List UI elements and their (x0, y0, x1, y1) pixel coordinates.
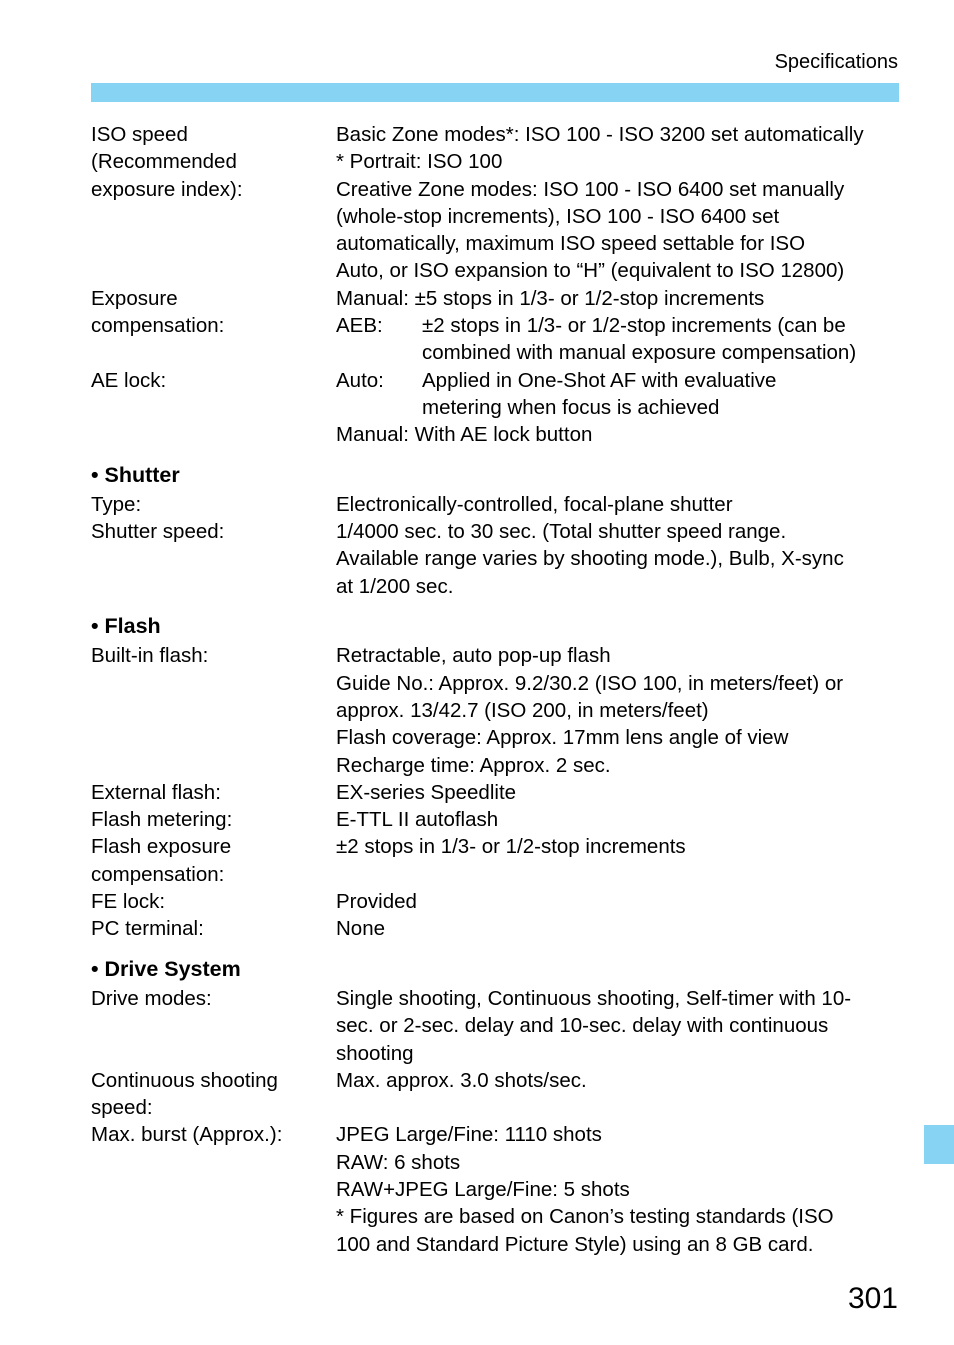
spec-row-shutter-type (91, 491, 911, 518)
spec-term: Flash metering: (91, 808, 233, 832)
spec-term: FE lock: (91, 890, 166, 914)
spec-term: Flash exposure compensation: (91, 835, 232, 886)
section-heading-flash: • Flash (91, 614, 161, 639)
chapter-side-tab (924, 1125, 954, 1164)
spec-value: 1/4000 sec. to 30 sec. (Total shutter speed range. Available range varies by shooting mode.), Bulb, X-sync at 1/200 sec. (336, 520, 844, 598)
spec-term: PC terminal: (91, 917, 204, 941)
spec-value: JPEG Large/Fine: 1110 shots RAW: 6 shots RAW+JPEG Large/Fine: 5 shots * Figures are based on Canon’s testing standards (ISO 100 and Standard Picture Style) using an 8 GB card. (336, 1121, 911, 1257)
spec-term: Type: (91, 492, 142, 516)
spec-row-continuous-speed (91, 1067, 911, 1122)
section-heading-shutter: • Shutter (91, 462, 180, 487)
spec-row-builtin-flash (91, 642, 911, 778)
spec-row-flash-metering (91, 806, 911, 833)
burst-footnote: * Figures are based on Canon’s testing standards (ISO 100 and Standard Picture Style) using an 8 GB card. (336, 1205, 834, 1256)
spec-term: Exposure compensation: (91, 286, 225, 338)
spec-value: Electronically-controlled, focal-plane shutter (336, 492, 733, 516)
spec-row-external-flash (91, 779, 911, 806)
header-color-bar (91, 83, 899, 102)
spec-row-fe-lock (91, 888, 911, 915)
spec-row-drive-modes (91, 985, 911, 1067)
spec-value: E-TTL II autoflash (336, 808, 499, 832)
section-heading-drive-system: • Drive System (91, 956, 241, 981)
spec-row-shutter-speed (91, 518, 911, 600)
spec-value: Max. approx. 3.0 shots/sec. (336, 1068, 587, 1092)
spec-term: ISO speed (Recommended exposure index): (91, 123, 243, 201)
spec-row-ae-lock (91, 367, 911, 449)
spec-value: EX-series Speedlite (336, 780, 517, 804)
spec-value: Auto: Applied in One-Shot AF with evaluative metering when focus is achieved Manual: With AE lock button (336, 367, 911, 449)
spec-value: Provided (336, 890, 417, 914)
spec-term: Shutter speed: (91, 520, 225, 544)
ae-auto-sub-row: Auto: Applied in One-Shot AF with evaluative metering when focus is achieved (336, 368, 777, 419)
page-number: 301 (847, 1282, 898, 1315)
running-header: Specifications (774, 51, 898, 73)
spec-value: Single shooting, Continuous shooting, Self-timer with 10- sec. or 2-sec. delay and 10-sec. delay with continuous shooting (336, 986, 852, 1065)
spec-row-max-burst (91, 1121, 911, 1257)
spec-value: Manual: ±5 stops in 1/3- or 1/2-stop increments AEB: ±2 stops in 1/3- or 1/2-stop increments (can be combined with manual exposure compensation) (336, 285, 911, 367)
spec-term: Built-in flash: (91, 644, 209, 668)
aeb-sub-row: AEB: ±2 stops in 1/3- or 1/2-stop increments (can be combined with manual exposure compensation) (336, 314, 857, 365)
spec-value: ±2 stops in 1/3- or 1/2-stop increments (336, 835, 686, 859)
spec-term: Max. burst (Approx.): (91, 1123, 283, 1147)
spec-value: None (336, 917, 386, 941)
spec-term: AE lock: (91, 368, 167, 392)
spec-value: Retractable, auto pop-up flash Guide No.: Approx. 9.2/30.2 (ISO 100, in meters/feet) or approx. 13/42.7 (ISO 200, in meters/feet) Flash coverage: Approx. 17mm lens angle of view Recharge time: Approx. 2 sec. (336, 644, 844, 777)
spec-content (91, 121, 911, 1258)
spec-row-iso-speed (91, 121, 911, 285)
spec-row-flash-exposure-compensation (91, 833, 911, 888)
spec-row-pc-terminal (91, 915, 911, 942)
spec-term: Drive modes: (91, 986, 212, 1010)
spec-row-exposure-compensation (91, 285, 911, 367)
spec-term: External flash: (91, 780, 221, 804)
spec-term: Continuous shooting speed: (91, 1068, 278, 1120)
spec-value: Basic Zone modes*: ISO 100 - ISO 3200 set automatically * Portrait: ISO 100 Creative Zone modes: ISO 100 - ISO 6400 set manually (whole-stop increments), ISO 100 - ISO 6400 set automatically, maximum ISO speed settable for ISO Auto, or ISO expansion to “H” (equivalent to ISO 12800) (336, 123, 864, 283)
